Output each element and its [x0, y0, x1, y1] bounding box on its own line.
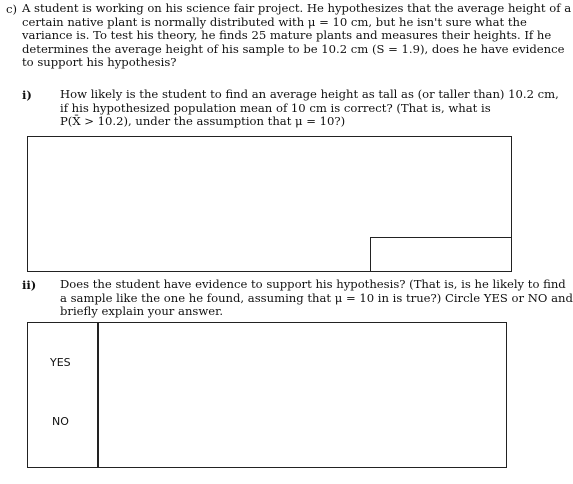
part-c-line: certain native plant is normally distributed with μ = 10 cm, but he isn't sure what the — [22, 14, 527, 29]
part-ii-question — [60, 277, 573, 319]
part-c-line: determines the average height of his sample to be 10.2 cm (S = 1.9), does he have evidence — [22, 41, 565, 56]
part-c-question — [22, 1, 572, 70]
part-c-line: variance is. To test his theory, he finds 25 mature plants and measures their heights. If he — [22, 28, 552, 43]
yes-option[interactable]: YES — [50, 356, 71, 369]
part-ii-line: briefly explain your answer. — [60, 304, 224, 319]
part-ii-explanation-box[interactable] — [97, 322, 507, 468]
part-ii-line: a sample like the one he found, assuming that μ = 10 in is true?) Circle YES or NO and — [60, 290, 573, 305]
part-i-line: if his hypothesized population mean of 10 cm is correct? (That is, what is — [60, 100, 491, 115]
part-i-line: How likely is the student to find an average height as tall as (or taller than) 10.2 cm, — [60, 87, 559, 101]
part-c-line: to support his hypothesis? — [22, 55, 177, 70]
part-ii-line: Does the student have evidence to support his hypothesis? (That is, is he likely to find — [60, 277, 566, 291]
part-i-answer-box[interactable] — [370, 237, 512, 272]
part-i-question — [60, 87, 559, 129]
part-ii-label: ii) — [22, 278, 37, 292]
yes-no-choice-box — [27, 322, 99, 468]
no-option[interactable]: NO — [52, 415, 69, 428]
part-c-label: c) — [6, 2, 18, 16]
part-i-line: P(X̄ > 10.2), under the assumption that μ = 10?) — [60, 114, 346, 129]
part-c-line: A student is working on his science fair project. He hypothesizes that the average height of a — [22, 1, 572, 15]
part-i-label: i) — [22, 88, 32, 102]
